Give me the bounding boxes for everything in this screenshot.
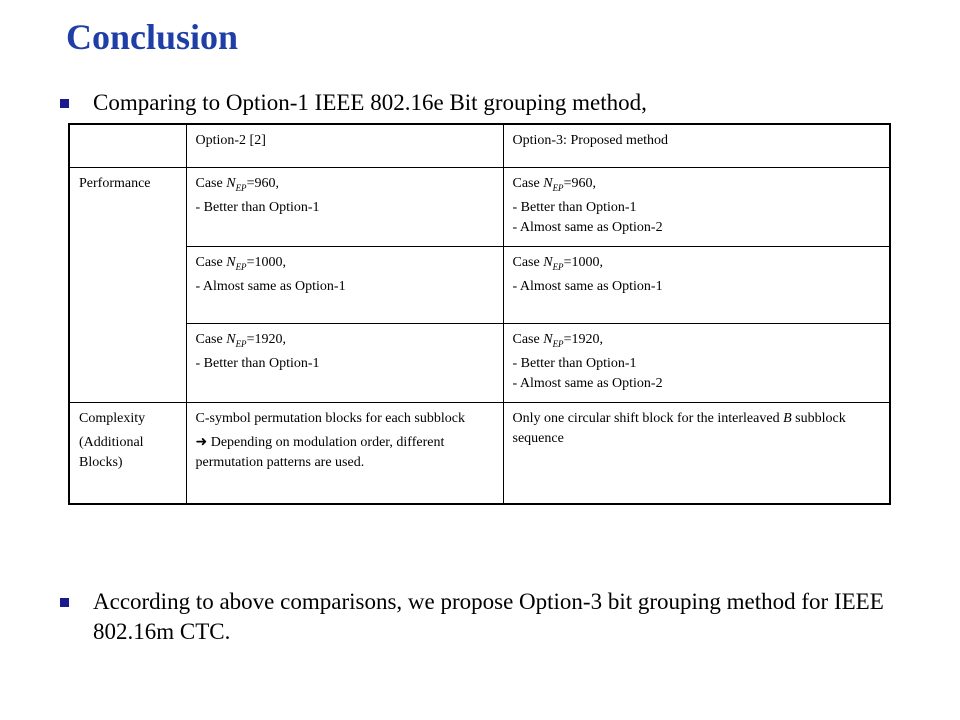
- perf-960-option3: Case $N_{EP}=960$, - Better than Option-1 - Almost same as Option-2: [503, 168, 890, 247]
- comparison-table: [68, 123, 891, 505]
- complexity-option3: Only one circular shift block for the interleaved B subblock sequence: [503, 403, 890, 505]
- bullet-item-2: [60, 587, 923, 647]
- header-empty-cell: [69, 124, 186, 168]
- table-row: [69, 168, 890, 247]
- complexity-option2: C-symbol permutation blocks for each subblock ➜ Depending on modulation order, different permutation patterns are used.: [186, 403, 503, 505]
- bullet-text: Comparing to Option-1 IEEE 802.16e Bit grouping method,: [93, 90, 647, 115]
- performance-label: Performance: [69, 168, 186, 403]
- header-option2: Option-2 [2]: [186, 124, 503, 168]
- perf-1920-option3: Case $N_{EP}=1920$, - Better than Option-1 - Almost same as Option-2: [503, 324, 890, 403]
- bullet-item-1: [60, 88, 923, 118]
- square-bullet-icon: [60, 99, 69, 108]
- square-bullet-icon: [60, 598, 69, 607]
- perf-1000-option3: Case $N_{EP}=1000$, - Almost same as Option-1: [503, 247, 890, 324]
- perf-1000-option2: Case $N_{EP}=1000$, - Almost same as Option-1: [186, 247, 503, 324]
- perf-960-option2: Case $N_{EP}=960$, - Better than Option-1: [186, 168, 503, 247]
- table-row: [69, 324, 890, 403]
- right-arrow-icon: ➜: [195, 435, 208, 450]
- table-header-row: [69, 124, 890, 168]
- slide-title: Conclusion: [66, 17, 239, 57]
- perf-1920-option2: Case $N_{EP}=1920$, - Better than Option-1: [186, 324, 503, 403]
- bullet-text: According to above comparisons, we propose Option-3 bit grouping method for IEEE 802.16m CTC.: [93, 589, 884, 644]
- complexity-label: Complexity (Additional Blocks): [69, 403, 186, 505]
- header-option3: Option-3: Proposed method: [503, 124, 890, 168]
- table-row: [69, 247, 890, 324]
- table-row: [69, 403, 890, 505]
